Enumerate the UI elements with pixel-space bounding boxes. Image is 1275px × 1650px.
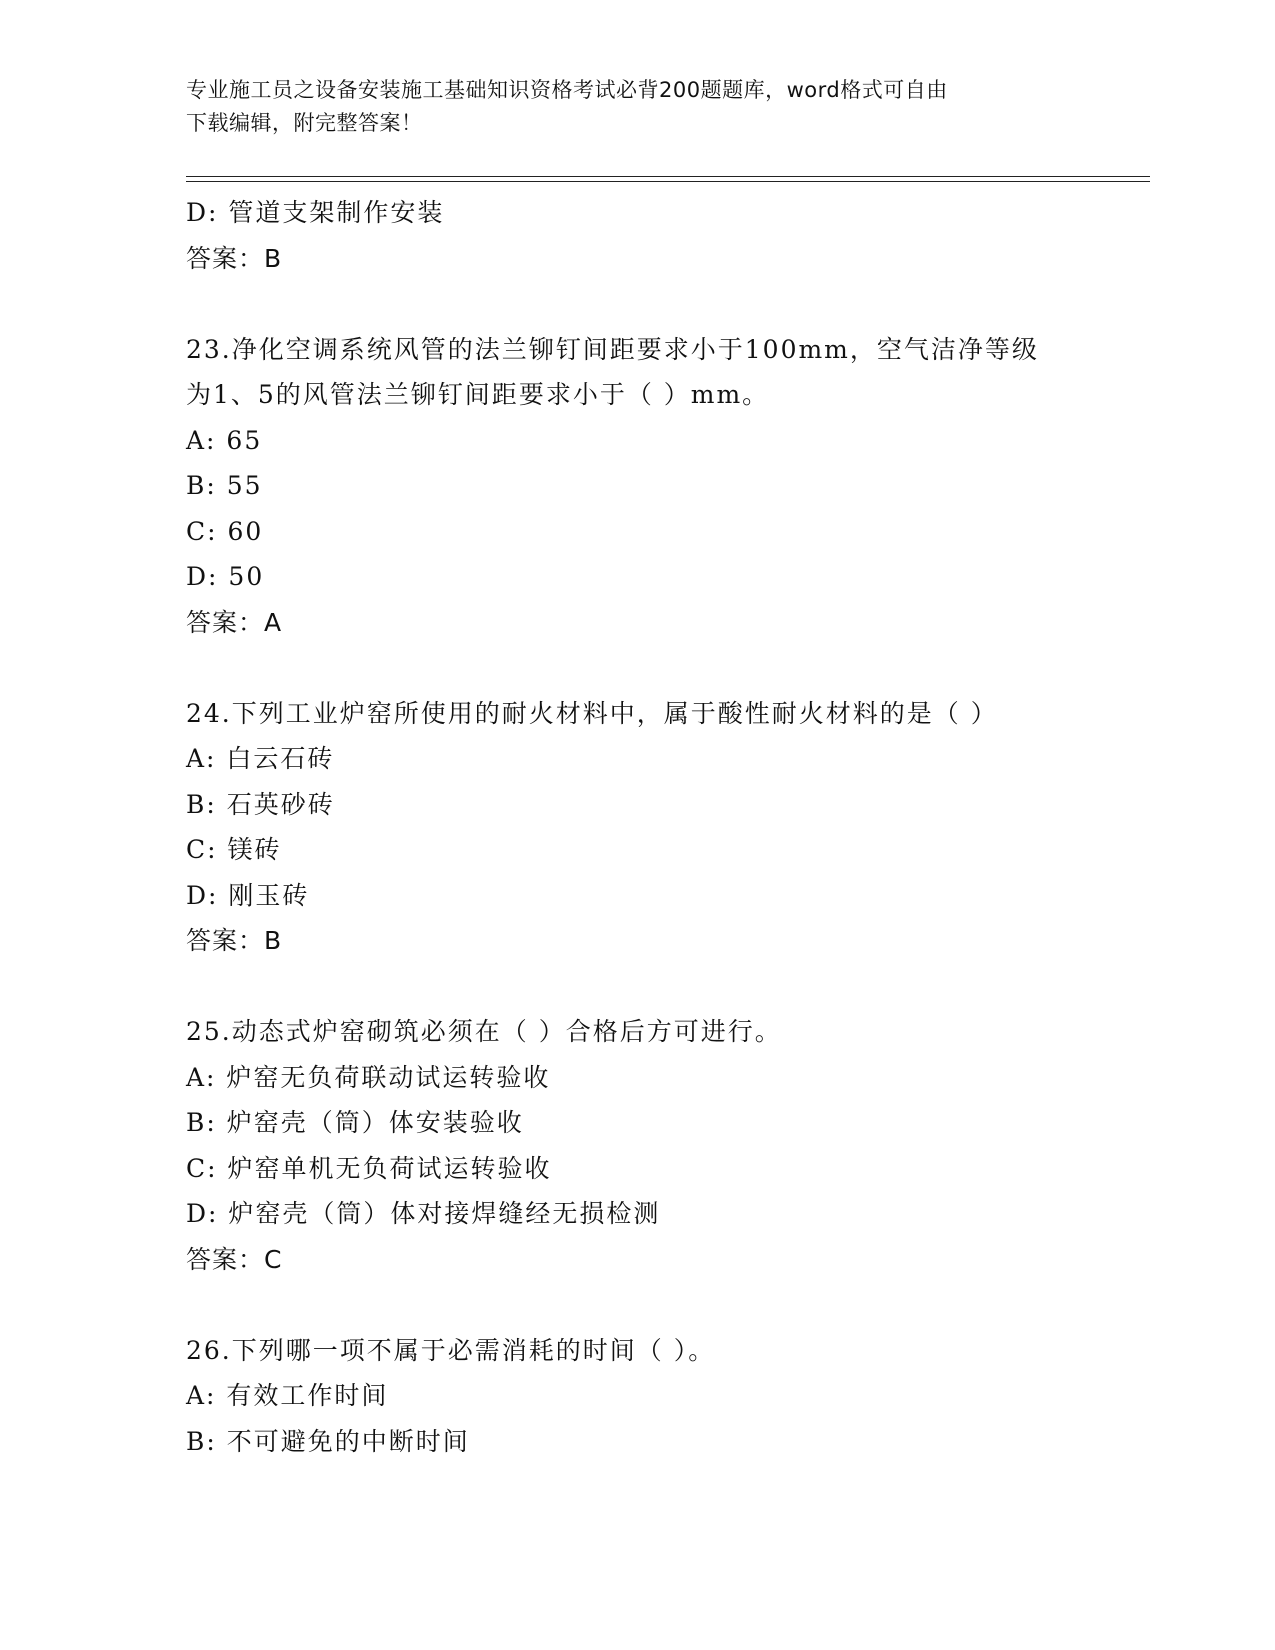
header-line-2: 下载编辑，附完整答案！ (186, 111, 423, 135)
question-block-25 (186, 1009, 1086, 1282)
answer-line: 答案：C (186, 1244, 283, 1274)
option-c: C: 镁砖 (186, 835, 282, 864)
option-c: C: 炉窑单机无负荷试运转验收 (186, 1153, 552, 1183)
option-b: B: 炉窑壳（筒）体安装验收 (186, 1108, 524, 1137)
option-d: D: 刚玉砖 (186, 880, 310, 910)
answer-line: 答案：B (186, 243, 283, 273)
page-header (186, 74, 1066, 140)
option-a: A: 白云石砖 (186, 744, 335, 773)
question-block-22-tail (186, 190, 1086, 281)
question-list (186, 190, 1086, 1464)
question-stem: 26.下列哪一项不属于必需消耗的时间（ ）。 (186, 1335, 716, 1365)
option-d: D: 50 (186, 562, 265, 591)
option-b: B: 不可避免的中断时间 (186, 1426, 470, 1456)
answer-line: 答案：B (186, 926, 283, 955)
header-line-1: 专业施工员之设备安装施工基础知识资格考试必背200题题库，word格式可自由 (186, 78, 948, 102)
option-d: D: 管道支架制作安装 (186, 198, 445, 227)
question-block-26 (186, 1328, 1086, 1465)
option-b: B: 石英砂砖 (186, 789, 335, 819)
header-rule-bottom (186, 181, 1150, 182)
answer-line: 答案：A (186, 607, 283, 637)
option-a: A: 炉窑无负荷联动试运转验收 (186, 1062, 551, 1092)
option-a: A: 65 (186, 425, 263, 455)
question-stem: 25.动态式炉窑砌筑必须在（ ）合格后方可进行。 (186, 1017, 782, 1046)
header-rule-top (186, 176, 1150, 177)
question-stem-cont: 为1、5的风管法兰铆钉间距要求小于（ ）mm。 (186, 380, 770, 409)
option-d: D: 炉窑壳（筒）体对接焊缝经无损检测 (186, 1199, 661, 1228)
question-stem: 23.净化空调系统风管的法兰铆钉间距要求小于100mm，空气洁净等级 (186, 334, 1039, 364)
option-a: A: 有效工作时间 (186, 1381, 389, 1410)
option-c: C: 60 (186, 516, 264, 546)
question-block-23 (186, 327, 1086, 646)
question-block-24 (186, 691, 1086, 964)
option-b: B: 55 (186, 471, 263, 500)
question-stem: 24.下列工业炉窑所使用的耐火材料中，属于酸性耐火材料的是（ ） (186, 698, 998, 728)
